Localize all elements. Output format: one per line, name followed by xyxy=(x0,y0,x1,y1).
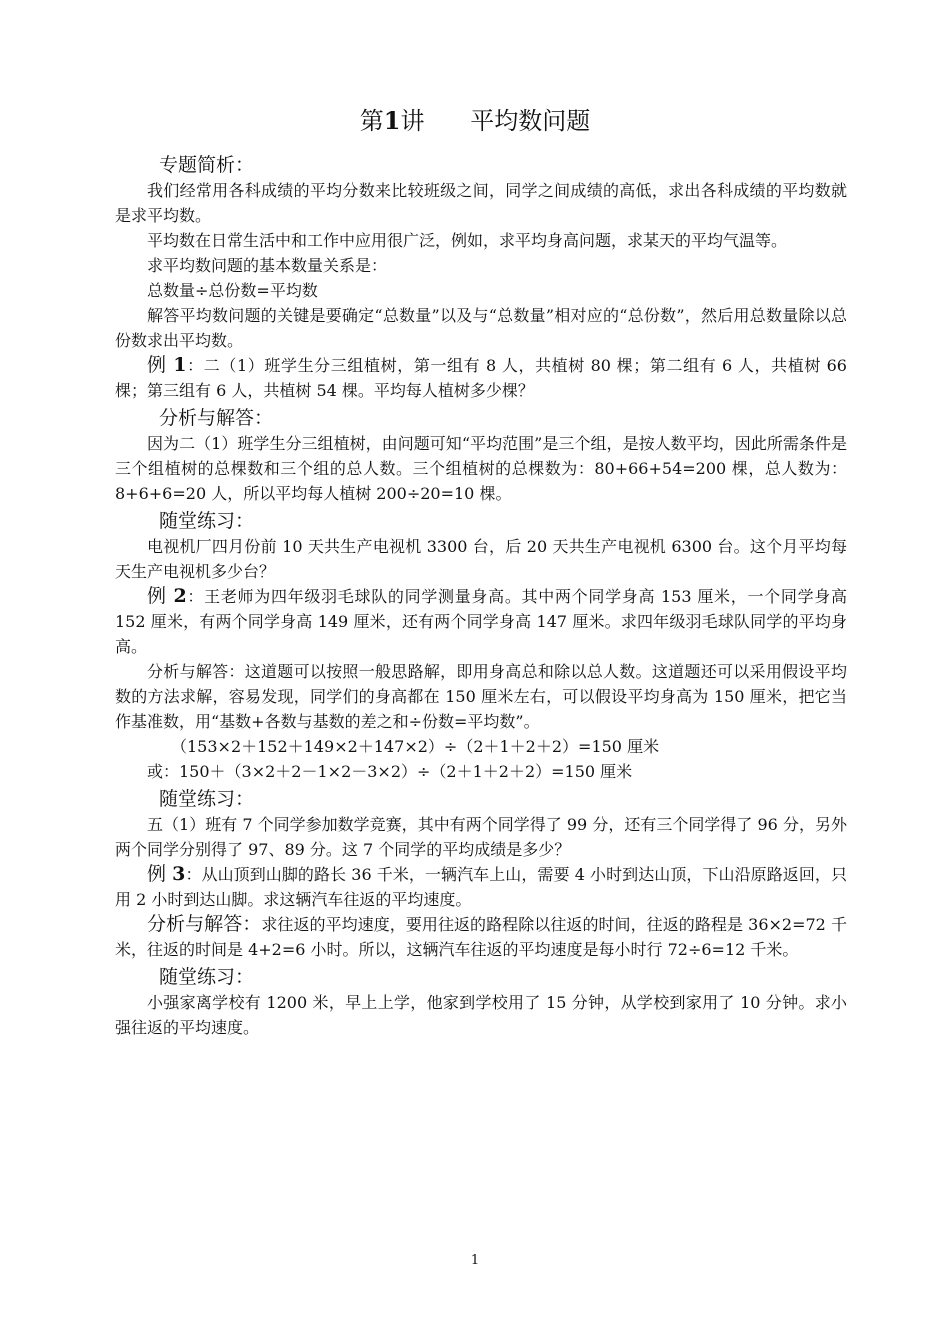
example-3-practice-heading: 随堂练习： xyxy=(159,966,255,988)
example-3-practice: 小强家离学校有 1200 米，早上上学，他家到学校用了 15 分钟，从学校到家用了 10 分钟。求小强往返的平均速度。 xyxy=(115,993,847,1037)
example-3 xyxy=(115,862,847,912)
example-label-number: 3 xyxy=(172,863,186,885)
example-label-separator: ： xyxy=(185,865,202,884)
example-3-analysis-heading: 分析与解答： xyxy=(147,913,262,935)
example-1 xyxy=(115,353,847,403)
example-label-number: 2 xyxy=(173,585,187,607)
example-2-practice: 五（1）班有 7 个同学参加数学竞赛，其中有两个同学得了 99 分，还有三个同学得了 96 分，另外两个同学分别得了 97、89 分。这 7 个同学的平均成绩是多少？ xyxy=(115,815,847,859)
title-prefix: 第 xyxy=(359,107,384,135)
intro-paragraph: 求平均数问题的基本数量关系是： xyxy=(147,256,388,275)
example-2-text: 王老师为四年级羽毛球队的同学测量身高。其中两个同学身高 153 厘米，一个同学身高 152 厘米，有两个同学身高 149 厘米，还有两个同学身高 147 厘米。求四年级羽毛球队同学的平均身高。 xyxy=(115,587,847,656)
intro-heading: 专题简析： xyxy=(159,154,255,176)
lesson-content xyxy=(115,150,847,1040)
intro-paragraph: 我们经常用各科成绩的平均分数来比较班级之间，同学之间成绩的高低，求出各科成绩的平均数就是求平均数。 xyxy=(115,181,847,225)
example-label-word: 例 xyxy=(147,585,174,607)
example-3-text: 从山顶到山脚的路长 36 千米，一辆汽车上山，需要 4 小时到达山顶，下山沿原路返回，只用 2 小时到达山脚。求这辆汽车往返的平均速度。 xyxy=(115,865,847,909)
title-number: 1 xyxy=(383,106,401,135)
example-2-analysis: 分析与解答：这道题可以按照一般思路解，即用身高总和除以总人数。这道题还可以采用假设平均数的方法求解，容易发现，同学们的身高都在 150 厘米左右，可以假设平均身高为 150 厘米，把它当作基准数，用“基数+各数与基数的差之和÷份数=平均数”。 xyxy=(115,662,847,731)
example-3-analysis-text: 求往返的平均速度，要用往返的路程除以往返的时间，往返的路程是 36×2=72 千米，往返的时间是 4+2=6 小时。所以，这辆汽车往返的平均速度是每小时行 72÷6=12 千米。 xyxy=(115,915,847,959)
example-label-word: 例 xyxy=(147,863,173,885)
example-1-analysis: 因为二（1）班学生分三组植树，由问题可知“平均范围”是三个组，是按人数平均，因此所需条件是三个组植树的总棵数和三个组的总人数。三个组植树的总棵数为：80+66+54=200 棵，总人数为：8+6+6=20 人，所以平均每人植树 200÷20=10 棵。 xyxy=(115,434,847,503)
title-name: 平均数问题 xyxy=(470,107,591,135)
intro-formula: 总数量÷总份数=平均数 xyxy=(147,281,318,300)
intro-paragraph: 解答平均数问题的关键是要确定“总数量”以及与“总数量”相对应的“总份数”，然后用总数量除以总份数求出平均数。 xyxy=(115,306,847,350)
intro-paragraph: 平均数在日常生活中和工作中应用很广泛，例如，求平均身高问题，求某天的平均气温等。 xyxy=(147,231,788,250)
example-1-practice-heading: 随堂练习： xyxy=(159,510,255,532)
example-1-practice: 电视机厂四月份前 10 天共生产电视机 3300 台，后 20 天共生产电视机 6300 台。这个月平均每天生产电视机多少台？ xyxy=(115,537,847,581)
example-3-label xyxy=(147,863,185,885)
example-1-label xyxy=(147,354,187,376)
example-1-analysis-heading: 分析与解答： xyxy=(159,407,274,429)
example-2 xyxy=(115,584,847,659)
example-label-number: 1 xyxy=(173,354,187,376)
lesson-title xyxy=(0,106,950,136)
example-label-word: 例 xyxy=(147,354,174,376)
title-suffix: 讲 xyxy=(400,107,425,135)
example-2-label xyxy=(147,585,187,607)
example-label-separator: ： xyxy=(186,587,205,606)
example-1-text: 二（1）班学生分三组植树，第一组有 8 人，共植树 80 棵；第二组有 6 人，共植树 66 棵；第三组有 6 人，共植树 54 棵。平均每人植树多少棵？ xyxy=(115,356,847,400)
example-2-formula-1: （153×2＋152＋149×2＋147×2）÷（2＋1＋2＋2）=150 厘米 xyxy=(171,737,660,756)
example-2-formula-2: 或：150＋（3×2＋2－1×2－3×2）÷（2＋1＋2＋2）=150 厘米 xyxy=(147,762,633,781)
example-3-analysis xyxy=(115,912,847,962)
title-spacer xyxy=(424,107,470,135)
example-label-separator: ： xyxy=(186,356,204,375)
example-2-practice-heading: 随堂练习： xyxy=(159,788,255,810)
page-number: 1 xyxy=(470,1253,480,1268)
